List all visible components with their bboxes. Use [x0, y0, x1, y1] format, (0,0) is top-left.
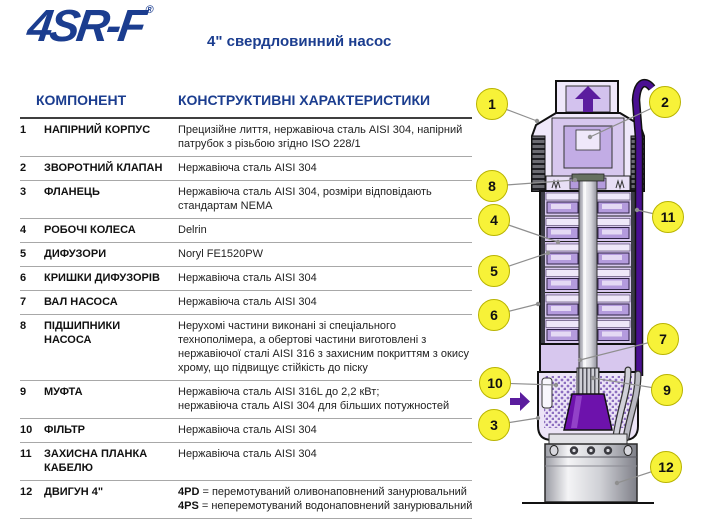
row-component-name: ФЛАНЕЦЬ [44, 186, 100, 198]
callout-8: 8 [476, 170, 508, 202]
row-number: 5 [20, 248, 27, 260]
callout-3: 3 [478, 409, 510, 441]
row-description: Нержавіюча сталь AISI 304, розміри відповідають стандартам NEMA [178, 186, 432, 212]
table-header [20, 92, 472, 116]
table-row [20, 419, 472, 443]
table-row [20, 243, 472, 267]
row-component-name: ПІДШИПНИКИ НАСОСА [44, 320, 121, 346]
row-description: Noryl FE1520PW [178, 248, 263, 260]
row-component-name: ДВИГУН 4" [44, 486, 104, 498]
row-number: 6 [20, 272, 27, 284]
row-description: Нержавіюча сталь AISI 304 [178, 424, 317, 436]
pump-cross-section-diagram [470, 78, 704, 528]
motor [522, 434, 654, 503]
row-component-name: ЗАХИСНА ПЛАНКА КАБЕЛЮ [44, 448, 148, 474]
table-row [20, 119, 472, 157]
callout-2: 2 [649, 86, 681, 118]
row-number: 3 [20, 186, 27, 198]
row-description: Прецизійне лиття, нержавіюча сталь AISI 304, напірний патрубок з різьбою згідно ISO 228/1 [178, 124, 463, 150]
row-component-name: ДИФУЗОРИ [44, 248, 107, 260]
row-description: Нерухомі частини виконані зі спеціального технополімера, а обертові частини виготовлені з нержавіючої сталі AISI 316 з захисним покриттям з окису хрому, що підвищує стійкість до піску [178, 320, 469, 374]
row-component-name: ВАЛ НАСОСА [44, 296, 118, 308]
column-header-specs: КОНСТРУКТИВНІ ХАРАКТЕРИСТИКИ [178, 92, 431, 108]
brand-logo [24, 0, 154, 52]
row-component-name: РОБОЧІ КОЛЕСА [44, 224, 136, 236]
callout-4: 4 [478, 204, 510, 236]
callout-1: 1 [476, 88, 508, 120]
page-title: 4" свердловинний насос [207, 33, 392, 50]
brand-logo-text: 4SR-F [24, 0, 147, 51]
table-row [20, 291, 472, 315]
row-description: Нержавіюча сталь AISI 304 [178, 448, 317, 460]
row-number: 7 [20, 296, 27, 308]
row-number: 12 [20, 486, 33, 498]
row-number: 10 [20, 424, 33, 436]
row-number: 1 [20, 124, 27, 136]
table-row [20, 443, 472, 481]
callout-6: 6 [478, 299, 510, 331]
row-number: 9 [20, 386, 27, 398]
component-table [20, 117, 472, 519]
callout-12: 12 [650, 451, 682, 483]
coupling-cone [564, 394, 612, 430]
row-number: 8 [20, 320, 27, 332]
callout-7: 7 [647, 323, 679, 355]
row-description: Delrin [178, 224, 207, 236]
callout-11: 11 [652, 201, 684, 233]
row-description: 4PD = перемотуваний оливонаповнений занурювальний 4PS = неперемотуваний водонаповнений занурювальний [178, 486, 472, 512]
row-description: Нержавіюча сталь AISI 316L до 2,2 кВт; нержавіюча сталь AISI 304 для більших потужностей [178, 386, 450, 412]
row-component-name: МУФТА [44, 386, 83, 398]
row-component-name: ЗВОРОТНИЙ КЛАПАН [44, 162, 163, 174]
inflow-arrow-icon [510, 392, 530, 411]
row-description: Нержавіюча сталь AISI 304 [178, 296, 317, 308]
table-row [20, 219, 472, 243]
row-component-name: ФІЛЬТР [44, 424, 86, 436]
row-description: Нержавіюча сталь AISI 304 [178, 272, 317, 284]
callout-10: 10 [479, 367, 511, 399]
row-description: Нержавіюча сталь AISI 304 [178, 162, 317, 174]
callout-9: 9 [651, 374, 683, 406]
row-number: 4 [20, 224, 27, 236]
column-header-component: КОМПОНЕНТ [36, 92, 127, 108]
splined-shaft-end [577, 368, 599, 394]
row-component-name: КРИШКИ ДИФУЗОРІВ [44, 272, 160, 284]
table-row [20, 381, 472, 419]
table-row [20, 267, 472, 291]
table-row [20, 481, 472, 519]
row-number: 11 [20, 448, 32, 460]
registered-trademark-icon: ® [144, 4, 155, 16]
row-component-name: НАПІРНИЙ КОРПУС [44, 124, 151, 136]
table-row [20, 181, 472, 219]
table-row [20, 315, 472, 381]
row-number: 2 [20, 162, 27, 174]
pump-shaft [579, 174, 597, 374]
table-row [20, 157, 472, 181]
callout-5: 5 [478, 255, 510, 287]
